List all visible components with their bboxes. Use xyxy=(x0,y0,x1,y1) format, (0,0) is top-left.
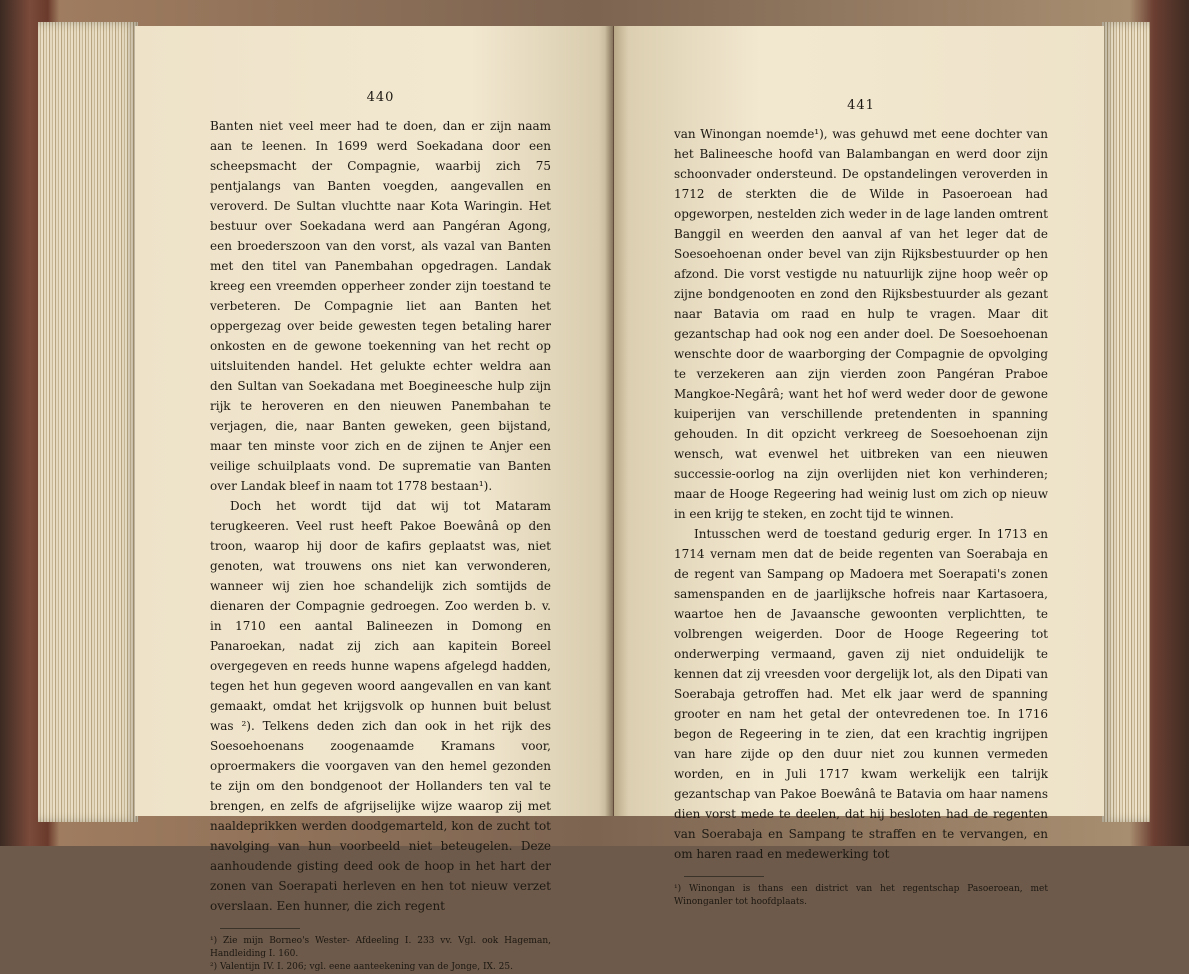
footnote: ²) Valentijn IV. I. 206; vgl. eene aanteekening van de Jonge, IX. 25. xyxy=(210,962,513,972)
footnote-divider xyxy=(684,876,764,877)
footnote-divider xyxy=(220,928,300,929)
page-body xyxy=(674,124,1048,864)
paragraph: Banten niet veel meer had te doen, dan er zijn naam aan te leenen. In 1699 werd Soekadana door een scheepsmacht der Compagnie, waarbij zich 75 pentjalangs van Banten voegden, aangevallen en veroverd. De Sultan vluchtte naar Kota Waringin. Het bestuur over Soekadana werd aan Pangéran Agong, een broederszoon van den vorst, als vazal van Banten met den titel van Panembahan opgedragen. Landak kreeg een vreemden opperheer zonder zijn toestand te verbeteren. De Compagnie liet aan Banten het oppergezag over beide gewesten tegen betaling harer onkosten en de gewone toekenning van het recht op uitsluitenden handel. Het gelukte echter weldra aan den Sultan van Soekadana met Boegineesche hulp zijn rijk te heroveren en den nieuwen Panembahan te verjagen, die, naar Banten geweken, geen bijstand, maar ten minste voor zich en de zijnen te Anjer een veilige schuilplaats vond. De suprematie van Banten over Landak bleef in naam tot 1778 bestaan¹). xyxy=(210,119,551,493)
paragraph: Doch het wordt tijd dat wij tot Mataram terugkeeren. Veel rust heeft Pakoe Boewânâ op den troon, waarop hij door de kafirs geplaatst was, niet genoten, wat trouwens ons niet kan verwonderen, wanneer wij zien hoe schandelijk zich somtijds de dienaren der Compagnie gedroegen. Zoo werden b. v. in 1710 een aantal Balineezen in Domong en Panaroekan, nadat zij zich aan kapitein Boreel overgegeven en reeds hunne wapens afgelegd hadden, tegen het hun gegeven woord aangevallen en van kant gemaakt, omdat het krijgsvolk op hunnen buit belust was ²). Telkens deden zich dan ook in het rijk des Soesoehoenans zoogenaamde Kramans voor, oproermakers die voorgaven van den hemel gezonden te zijn om den bondgenoot der Hollanders ten val te brengen, en zelfs de afgrijselijke wijze waarop zij met naaldeprikken werden doodgemarteld, kon de zucht tot navolging van hun voorbeeld niet beteugelen. Deze aanhoudende gisting deed ook de hoop in het hart der zonen van Soerapati herleven en hen tot nieuw verzet overslaan. Een hunner, die zich regent xyxy=(210,499,551,913)
footnote: ¹) Winongan is thans een district van het regentschap Pasoeroean, met Winonganler tot hoofdplaats. xyxy=(674,884,1048,907)
left-page-stack-edge xyxy=(38,22,138,822)
right-page xyxy=(614,26,1104,907)
paragraph: Intusschen werd de toestand gedurig erger. In 1713 en 1714 vernam men dat de beide regenten van Soerabaja en de regent van Sampang op Madoera met Soerapati's zonen samenspanden en de jaarlijksche hofreis naar Kartasoera, waartoe hen de Javaansche gewoonten verplichtten, te volbrengen weigerden. Door de Hooge Regeering tot onderwerping vermaand, gaven zij niet onduidelijk te kennen dat zij vreesden voor dergelijk lot, als den Dipati van Soerabaja getroffen had. Met elk jaar werd de spanning grooter en nam het getal der ontevredenen toe. In 1716 begon de Regeering in te zien, dat een krachtig ingrijpen van hare zijde op den duur niet zou kunnen vermeden worden, en in Juli 1717 kwam werkelijk een talrijk gezantschap van Pakoe Boewânâ te Batavia om haar namens dien vorst mede te deelen, dat hij besloten had de regenten van Soerabaja en Sampang te straffen en te vervangen, en om haren raad en medewerking tot xyxy=(674,527,1048,861)
left-page xyxy=(135,26,613,972)
page-body xyxy=(210,116,551,916)
page-number: 440 xyxy=(366,90,395,105)
page-number: 441 xyxy=(847,98,875,113)
right-page-stack-edge xyxy=(1102,22,1150,822)
paragraph: van Winongan noemde¹), was gehuwd met eene dochter van het Balineesche hoofd van Balambangan en werd door zijn schoonvader ondersteund. De opstandelingen veroverden in 1712 de sterkten die de Wilde in Pasoeroean had opgeworpen, nestelden zich weder in de lage landen omtrent Banggil en weerden den aanval af van het leger dat de Soesoehoenan onder bevel van zijn Rijksbestuurder op hen afzond. Die vorst vestigde nu natuurlijk zijne hoop weêr op zijne bondgenooten en zond den Rijksbestuurder als gezant naar Batavia om raad en hulp te vragen. Maar dit gezantschap had ook nog een ander doel. De Soesoehoenan wenschte door de waarborging der Compagnie de opvolging te verzekeren aan zijn vierden zoon Pangéran Praboe Mangkoe-Negârâ; want het hof werd weder door de gewone kuiperijen van verschillende pretendenten in spanning gehouden. In dit opzicht verkreeg de Soesoehoenan zijn wensch, wat evenwel het uitbreken van een nieuwen successie-oorlog na zijn overlijden niet kon verhinderen; maar de Hooge Regeering had weinig lust om zich op nieuw in een krijg te steken, en zocht tijd te winnen. xyxy=(674,127,1048,521)
footnote: ¹) Zie mijn Borneo's Wester- Afdeeling I. 233 vv. Vgl. ook Hageman, Handleiding I. 160. xyxy=(210,936,551,959)
